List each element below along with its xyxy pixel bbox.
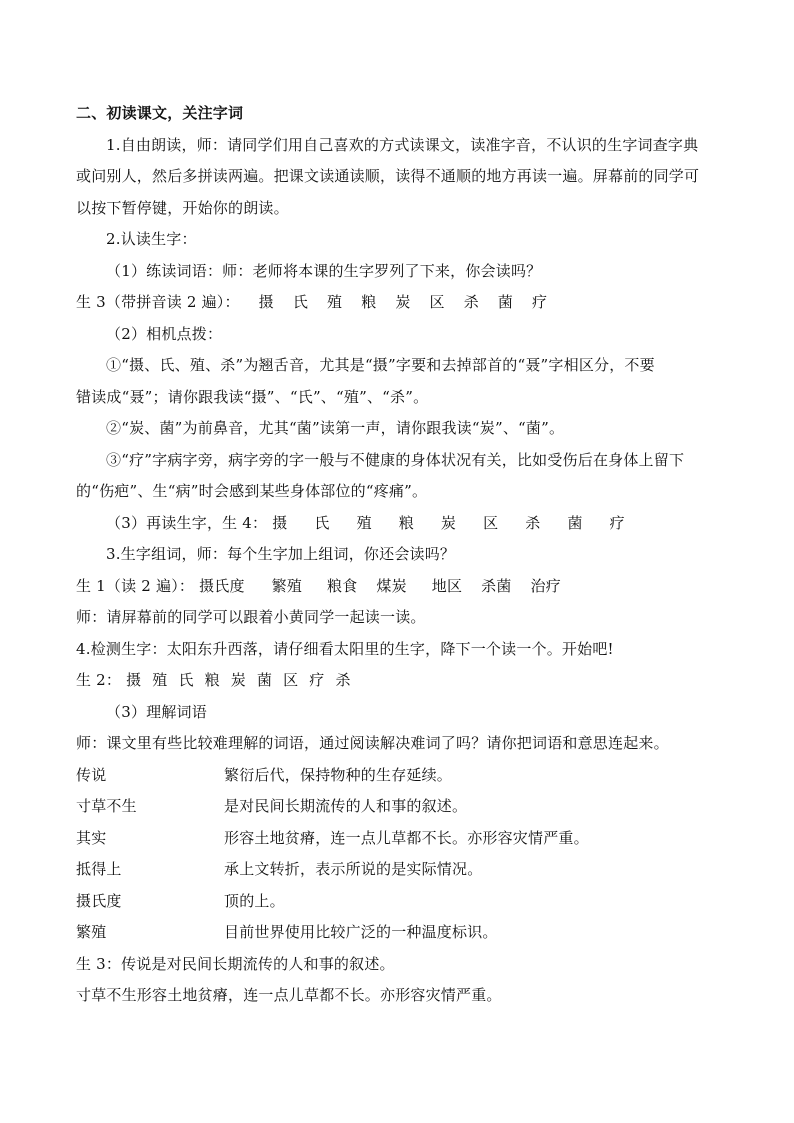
char: 菌: [567, 513, 583, 532]
student-prefix: 生 1（读 2 遍）：: [76, 576, 195, 595]
matching-row: [76, 823, 736, 855]
char: 摄: [258, 293, 274, 311]
word: 摄氏度: [199, 576, 245, 595]
char: 粮: [361, 293, 377, 311]
answer-line-2: 寸草不生形容土地贫瘠，连一点儿草都不长。亦形容灾情严重。: [76, 986, 502, 1004]
matching-definition: 繁衍后代，保持物种的生存延续。: [224, 765, 453, 784]
char: 摄: [126, 671, 142, 689]
char: 摄: [272, 513, 288, 532]
char: 杀: [335, 671, 351, 689]
tip-1-line-1: ①“摄、氏、殖、杀”为翘舌音，尤其是“摄”字要和去掉部首的“聂”字相区分，不要: [106, 356, 655, 374]
char: 疗: [309, 671, 325, 689]
matching-term: 抵得上: [76, 860, 122, 878]
char: 粮: [398, 513, 414, 532]
matching-term: 传说: [76, 765, 107, 784]
student-2-chars-line: [76, 665, 736, 697]
char: 疗: [609, 513, 625, 532]
char: 菌: [497, 293, 514, 311]
matching-term: 其实: [76, 828, 107, 847]
guidance-title: （2）相机点拨：: [106, 324, 223, 343]
answer-line-1: 生 3：传说是对民间长期流传的人和事的叙述。: [76, 954, 395, 973]
word: 煤炭: [376, 576, 407, 595]
reread-prefix: （3）再读生字，生 4：: [106, 513, 268, 532]
char: 炭: [440, 513, 457, 532]
char: 炭: [395, 293, 411, 311]
char: 杀: [525, 513, 541, 532]
tip-2: ②“炭、菌”为前鼻音，尤其“菌”读第一声，请你跟我读“炭”、“菌”。: [106, 419, 565, 437]
tip-3-line-2: 的“伤疤”、生“病”时会感到某些身体部位的“疼痛”。: [76, 482, 428, 500]
word: 地区: [431, 576, 463, 595]
section-title: 二、初读课文，关注字词: [76, 104, 244, 122]
matching-row: [76, 791, 736, 823]
paragraph-2-title: 2.认读生字：: [106, 230, 197, 248]
word: 繁殖: [271, 576, 303, 595]
matching-term: 寸草不生: [76, 797, 137, 815]
student-3-chars-line: [76, 287, 736, 319]
reread-chars-line: [76, 508, 736, 540]
word: 杀菌: [481, 576, 512, 595]
understand-words-title: （3）理解词语: [106, 702, 207, 721]
char: 氏: [178, 671, 194, 689]
char: 氏: [314, 513, 330, 532]
student-1-words-line: [76, 571, 736, 603]
char: 氏: [292, 293, 309, 311]
matching-row: [76, 886, 736, 918]
matching-term: 摄氏度: [76, 891, 122, 910]
paragraph-1-line-1: 1.自由朗读，师：请同学们用自己喜欢的方式读课文，读准字音，不认识的生字词查字典: [106, 135, 699, 154]
char: 区: [429, 293, 445, 311]
word: 治疗: [530, 576, 561, 595]
char: 殖: [327, 293, 343, 311]
matching-definition: 是对民间长期流传的人和事的叙述。: [224, 797, 468, 815]
teacher-line-follow-along: 师：请屏幕前的同学可以跟着小黄同学一起读一读。: [76, 608, 426, 626]
char: 杀: [463, 293, 479, 311]
matching-row: [76, 917, 736, 949]
matching-definition: 承上文转折，表示所说的是实际情况。: [224, 860, 483, 878]
paragraph-4: 4.检测生字：太阳东升西落，请仔细看太阳里的生字，降下一个读一个。开始吧!: [76, 639, 614, 658]
paragraph-1-line-2: 或问别人，然后多拼读两遍。把课文读通读顺，读得不通顺的地方再读一遍。屏幕前的同学可: [76, 167, 700, 185]
char: 区: [483, 513, 499, 532]
paragraph-1-line-3: 以按下暂停键，开始你的朗读。: [76, 198, 289, 217]
student-prefix: 生 2：: [76, 671, 122, 689]
tip-1-line-2: 错读成“聂”；请你跟我读“摄”、“氏”、“殖”、“杀”。: [76, 387, 429, 406]
matching-term: 繁殖: [76, 923, 107, 941]
document-page: [76, 98, 736, 1012]
tip-3-line-1: ③“疗”字病字旁，病字旁的字一般与不健康的身体状况有关，比如受伤后在身体上留下: [106, 450, 685, 469]
word: 粮食: [327, 576, 358, 595]
student-prefix: 生 3（带拼音读 2 遍）：: [76, 293, 240, 311]
matching-definition: 目前世界使用比较广泛的一种温度标识。: [224, 923, 498, 941]
paragraph-3: 3.生字组词，师：每个生字加上组词，你还会读吗？: [106, 545, 456, 563]
practice-words-instruction: （1）练读词语：师：老师将本课的生字罗列了下来，你会读吗？: [106, 261, 542, 280]
matching-row: [76, 760, 736, 792]
matching-row: [76, 854, 736, 886]
char: 殖: [152, 671, 168, 689]
char: 殖: [356, 513, 372, 532]
char: 菌: [256, 671, 273, 689]
teacher-line-matching: 师：课文里有些比较难理解的词语，通过阅读解决难词了吗？请你把词语和意思连起来。: [76, 734, 669, 752]
char: 粮: [204, 671, 220, 689]
char: 区: [283, 671, 299, 689]
char: 炭: [230, 671, 246, 689]
matching-definition: 顶的上。: [224, 891, 285, 910]
char: 疗: [532, 293, 548, 311]
matching-definition: 形容土地贫瘠，连一点儿草都不长。亦形容灾情严重。: [224, 828, 589, 847]
